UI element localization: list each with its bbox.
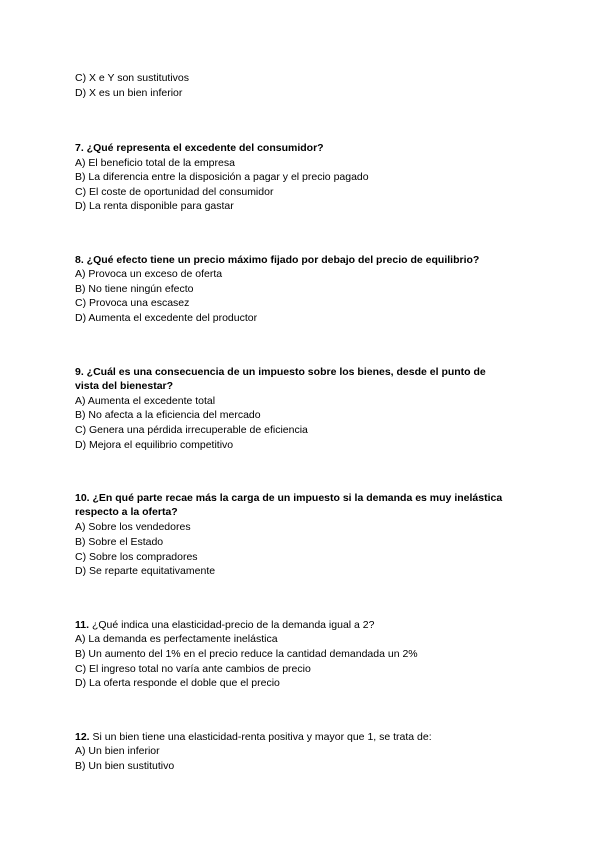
option-c: C) X e Y son sustitutivos: [75, 72, 189, 84]
option-d: D) La renta disponible para gastar: [75, 200, 234, 212]
question-11-text: [75, 619, 374, 632]
question-10-text-line-2: respecto a la oferta?: [75, 506, 178, 518]
question-9-text-line-1: 9. ¿Cuál es una consecuencia de un impuesto sobre los bienes, desde el punto de: [75, 366, 486, 378]
option-c: C) Genera una pérdida irrecuperable de eficiencia: [75, 424, 308, 436]
question-12-text: [75, 731, 432, 744]
option-d: D) X es un bien inferior: [75, 87, 183, 99]
option-b: B) Un bien sustitutivo: [75, 760, 175, 772]
option-c: C) El coste de oportunidad del consumidor: [75, 186, 274, 198]
question-7-text: 7. ¿Qué representa el excedente del consumidor?: [75, 142, 324, 154]
option-d: D) Aumenta el excedente del productor: [75, 312, 258, 324]
option-d: D) Mejora el equilibrio competitivo: [75, 439, 234, 451]
question-10-text-line-1: 10. ¿En qué parte recae más la carga de un impuesto si la demanda es muy inelástica: [75, 492, 503, 504]
question-prompt: ¿Qué indica una elasticidad-precio de la demanda igual a 2?: [89, 619, 375, 631]
question-number: 11.: [75, 619, 90, 631]
option-c: C) Sobre los compradores: [75, 551, 198, 563]
option-a: A) Sobre los vendedores: [75, 521, 191, 533]
option-c: C) Provoca una escasez: [75, 297, 190, 309]
option-d: D) Se reparte equitativamente: [75, 565, 216, 577]
option-d: D) La oferta responde el doble que el precio: [75, 677, 280, 689]
question-prompt: Si un bien tiene una elasticidad-renta positiva y mayor que 1, se trata de:: [89, 731, 432, 743]
option-b: B) Un aumento del 1% en el precio reduce la cantidad demandada un 2%: [75, 648, 418, 660]
option-b: B) La diferencia entre la disposición a pagar y el precio pagado: [75, 171, 369, 183]
option-a: A) La demanda es perfectamente inelástica: [75, 633, 278, 645]
option-a: A) Aumenta el excedente total: [75, 395, 216, 407]
question-9-text-line-2: vista del bienestar?: [75, 380, 174, 392]
option-a: A) El beneficio total de la empresa: [75, 157, 235, 169]
option-a: A) Provoca un exceso de oferta: [75, 268, 223, 280]
option-c: C) El ingreso total no varía ante cambios de precio: [75, 663, 311, 675]
option-b: B) Sobre el Estado: [75, 536, 164, 548]
question-number: 12.: [75, 731, 90, 743]
question-8-text: 8. ¿Qué efecto tiene un precio máximo fijado por debajo del precio de equilibrio?: [75, 254, 480, 266]
option-b: B) No afecta a la eficiencia del mercado: [75, 409, 261, 421]
option-a: A) Un bien inferior: [75, 745, 160, 757]
option-b: B) No tiene ningún efecto: [75, 283, 194, 295]
